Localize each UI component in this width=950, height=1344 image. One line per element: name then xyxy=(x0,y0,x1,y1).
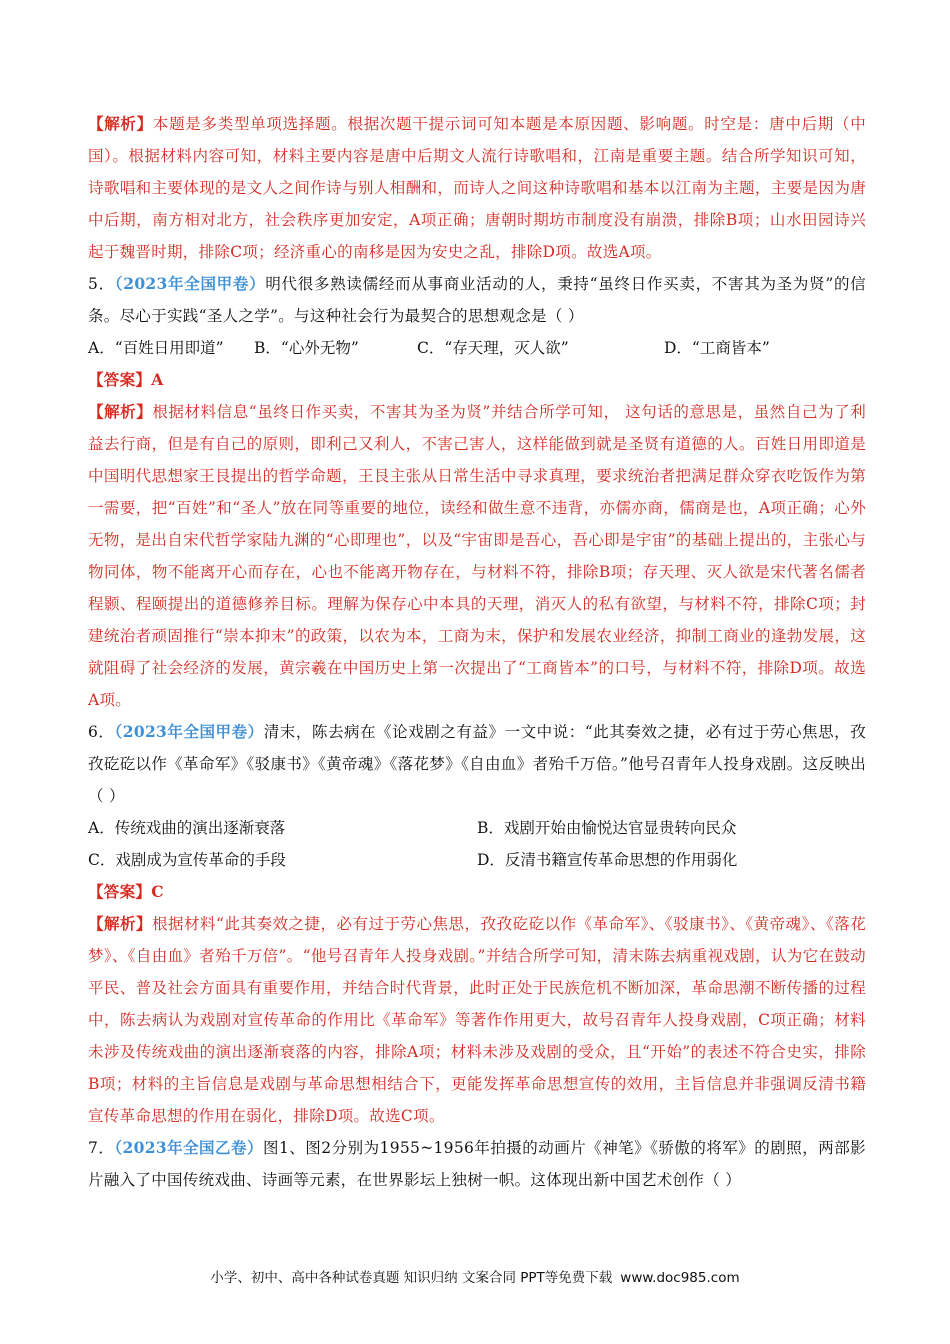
question-number: 6． xyxy=(88,723,115,741)
question-stem: 清末，陈去病在《论戏剧之有益》一文中说：“此其奏效之捷，必有过于劳心焦思，孜孜矻矻以作《革命军》《驳康书》《黄帝魂》《落花梦》《自由血》者殆千万倍。”他号召青年人投身戏剧。这反映出（ ） xyxy=(88,723,866,805)
option-c: C．戏剧成为宣传革命的手段 xyxy=(88,851,286,869)
question-5 xyxy=(88,268,866,332)
options-q6-row2 xyxy=(88,844,866,876)
question-source: （2023年全国乙卷） xyxy=(114,1138,263,1157)
answer-q6: 【答案】C xyxy=(88,882,164,901)
analysis-q4 xyxy=(88,108,866,268)
option-b: B．戏剧开始由愉悦达官显贵转向民众 xyxy=(477,819,737,837)
option-c: C．“存天理，灭人欲” xyxy=(417,339,569,357)
question-7 xyxy=(88,1132,866,1196)
question-number: 5． xyxy=(88,275,115,293)
document-body xyxy=(88,108,866,1196)
option-a: A．“百姓日用即道” xyxy=(88,339,224,357)
answer-q5: 【答案】A xyxy=(88,370,164,389)
analysis-tag: 【解析】 xyxy=(88,114,153,133)
footer-url[interactable]: www.doc985.com xyxy=(620,1270,740,1286)
option-b: B．“心外无物” xyxy=(254,339,359,357)
analysis-text: 本题是多类型单项选择题。根据次题干提示词可知本题是本原因题、影响题。时空是：唐中后期（中国）。根据材料内容可知，材料主要内容是唐中后期文人流行诗歌唱和，江南是重要主题。结合所学知识可知，诗歌唱和主要体现的是文人之间作诗与别人相酬和，而诗人之间这种诗歌唱和基本以江南为主题，主要是因为唐中后期，南方相对北方，社会秩序更加安定，A项正确；唐朝时期坊市制度没有崩溃，排除B项；山水田园诗兴起于魏晋时期，排除C项；经济重心的南移是因为安史之乱，排除D项。故选A项。 xyxy=(88,115,867,261)
option-a: A．传统戏曲的演出逐渐衰落 xyxy=(88,819,286,837)
analysis-tag: 【解析】 xyxy=(88,914,153,933)
question-source: （2023年全国甲卷） xyxy=(114,722,264,741)
options-q5 xyxy=(88,332,866,364)
analysis-text: 根据材料信息“虽终日作买卖，不害其为圣为贤”并结合所学可知， 这句话的意思是，虽然自己为了利益去行商，但是有自己的原则，即利己又利人，不害己害人，这样能做到就是圣贤有道德的人。百姓日用即道是中国明代思想家王艮提出的哲学命题，王艮主张从日常生活中寻求真理，要求统治者把满足群众穿衣吃饭作为第一需要，把“百姓”和“圣人”放在同等重要的地位，读经和做生意不违背，亦儒亦商，儒商是也，A项正确；心外无物，是出自宋代哲学家陆九渊的“心即理也”，以及“宇宙即是吾心，吾心即是宇宙”的基础上提出的，主张心与物同体，物不能离开心而存在，心也不能离开物存在，与材料不符，排除B项；存天理、灭人欲是宋代著名儒者程颢、程颐提出的道德修养目标。理解为保存心中本具的天理，消灭人的私有欲望，与材料不符，排除C项；封建统治者顽固推行“崇本抑末”的政策，以农为本，工商为末，保护和发展农业经济，抑制工商业的逢勃发展，这就阻碍了社会经济的发展，黄宗羲在中国历史上第一次提出了“工商皆本”的口号，与材料不符，排除D项。故选A项。 xyxy=(88,403,867,709)
question-stem: 图1、图2分别为1955~1956年拍摄的动画片《神笔》《骄傲的将军》的剧照，两部影片融入了中国传统戏曲、诗画等元素，在世界影坛上独树一帜。这体现出新中国艺术创作（ ） xyxy=(88,1139,866,1189)
analysis-q6 xyxy=(88,908,866,1132)
footer-text: 小学、初中、高中各种试卷真题 知识归纳 文案合同 PPT等免费下载 xyxy=(210,1270,613,1286)
option-d: D．反清书籍宣传革命思想的作用弱化 xyxy=(477,851,738,869)
page-footer xyxy=(0,1266,950,1286)
question-6 xyxy=(88,716,866,812)
question-stem: 明代很多熟读儒经而从事商业活动的人，秉持“虽终日作买卖，不害其为圣为贤”的信条。尽心于实践“圣人之学”。与这种社会行为最契合的思想观念是（ ） xyxy=(88,275,866,325)
option-d: D．“工商皆本” xyxy=(664,339,770,357)
question-number: 7． xyxy=(88,1139,115,1157)
analysis-q5 xyxy=(88,396,866,716)
options-q6-row1 xyxy=(88,812,866,844)
question-source: （2023年全国甲卷） xyxy=(114,274,266,293)
analysis-text: 根据材料“此其奏效之捷，必有过于劳心焦思，孜孜矻矻以作《革命军》、《驳康书》、《黄帝魂》、《落花梦》、《自由血》者殆千万倍”。“他号召青年人投身戏剧。”并结合所学可知，清末陈去病重视戏剧，认为它在鼓动平民、普及社会方面具有重要作用，并结合时代背景，此时正处于民族危机不断加深，革命思潮不断传播的过程中，陈去病认为戏剧对宣传革命的作用比《革命军》等著作作用更大，故号召青年人投身戏剧，C项正确；材料未涉及传统戏曲的演出逐渐衰落的内容，排除A项；材料未涉及戏剧的受众，且“开始”的表述不符合史实，排除B项；材料的主旨信息是戏剧与革命思想相结合下，更能发挥革命思想宣传的效用，主旨信息并非强调反清书籍宣传革命思想的作用在弱化，排除D项。故选C项。 xyxy=(88,915,867,1125)
analysis-tag: 【解析】 xyxy=(88,402,153,421)
